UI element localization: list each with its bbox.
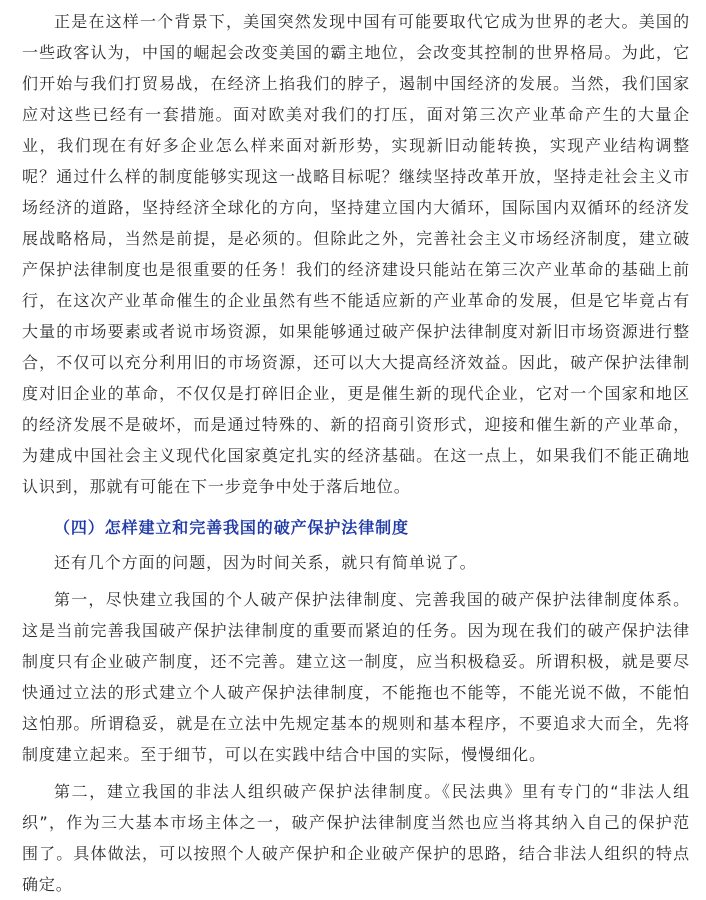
section-heading: （四）怎样建立和完善我国的破产保护法律制度	[54, 518, 409, 537]
document-body	[22, 6, 690, 900]
paragraph-first-point: 第一，尽快建立我国的个人破产保护法律制度、完善我国的破产保护法律制度体系。这是当前完善我国破产保护法律制度的重要而紧迫的任务。因为现在我们的破产保护法律制度只有企业破产制度，还不完善。建立这一制度，应当积极稳妥。所谓积极，就是要尽快通过立法的形式建立个人破产保护法律制度，不能拖也不能等，不能光说不做，不能怕这怕那。所谓稳妥，就是在立法中先规定基本的规则和基本程序，不要追求大而全，先将制度建立起来。至于细节，可以在实践中结合中国的实际，慢慢细化。	[22, 590, 690, 764]
paragraph-background: 正是在这样一个背景下，美国突然发现中国有可能要取代它成为世界的老大。美国的一些政客认为，中国的崛起会改变美国的霸主地位，会改变其控制的世界格局。为此，它们开始与我们打贸易战，在经济上掐我们的脖子，遏制中国经济的发展。当然，我们国家应对这些已经有一套措施。面对欧美对我们的打压，面对第三次产业革命产生的大量企业，我们现在有好多企业怎么样来面对新形势，实现新旧动能转换，实现产业结构调整呢？通过什么样的制度能够实现这一战略目标呢？继续坚持改革开放，坚持走社会主义市场经济的道路，坚持经济全球化的方向，坚持建立国内大循环，国际国内双循环的经济发展战略格局，当然是前提，是必须的。但除此之外，完善社会主义市场经济制度，建立破产保护法律制度也是很重要的任务！我们的经济建设只能站在第三次产业革命的基础上前行，在这次产业革命催生的企业虽然有些不能适应新的产业革命的发展，但是它毕竟占有大量的市场要素或者说市场资源，如果能够通过破产保护法律制度对新旧市场资源进行整合，不仅可以充分利用旧的市场资源，还可以大大提高经济效益。因此，破产保护法律制度对旧企业的革命，不仅仅是打碎旧企业，更是催生新的现代企业，它对一个国家和地区的经济发展不是破坏，而是通过特殊的、新的招商引资形式，迎接和催生新的产业革命，为建成中国社会主义现代化国家奠定扎实的经济基础。在这一点上，如果我们不能正确地认识到，那就有可能在下一步竞争中处于落后地位。	[22, 12, 690, 496]
paragraph-intro: 还有几个方面的问题，因为时间关系，就只有简单说了。	[54, 553, 477, 572]
paragraph-second-point: 第二，建立我国的非法人组织破产保护法律制度。《民法典》里有专门的“非法人组织”，作为三大基本市场主体之一，破产保护法律制度当然也应当将其纳入自己的保护范围了。具体做法，可以按照个人破产保护和企业破产保护的思路，结合非法人组织的特点确定。	[22, 782, 690, 894]
